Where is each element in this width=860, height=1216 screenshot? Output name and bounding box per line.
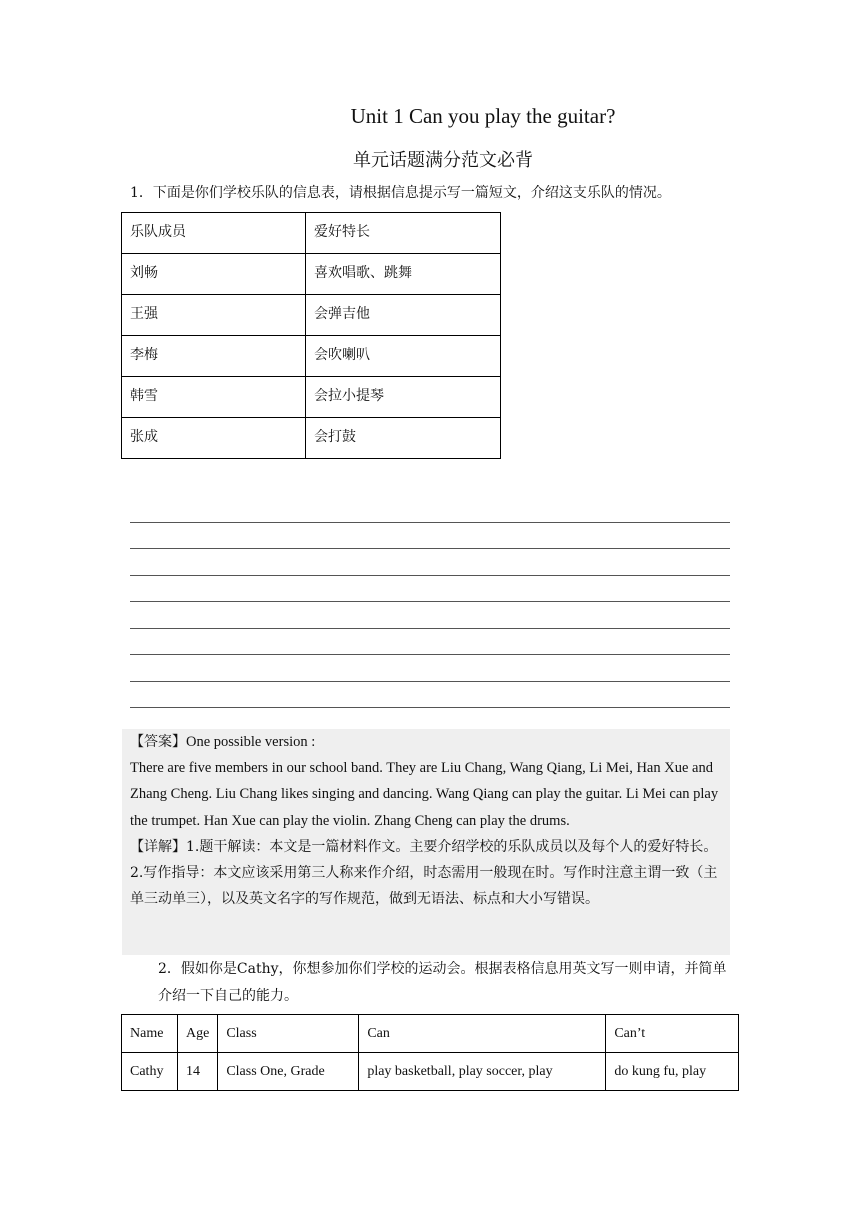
table-cell: 乐队成员 <box>122 213 306 254</box>
table-header-cell: Class <box>218 1015 359 1053</box>
table-cell: Cathy <box>122 1053 178 1091</box>
answer-body: There are five members in our school band. They are Liu Chang, Wang Qiang, Li Mei, Han Xue and Zhang Cheng. Liu Chang likes singing and dancing. Wang Qiang can play the guitar. Li Mei can play the trumpet. Han Xue can play the violin. Zhang Cheng can play the drums. <box>130 760 719 829</box>
table-row <box>122 1015 739 1053</box>
table-cell: 会打鼓 <box>306 418 501 459</box>
writing-line <box>130 576 730 603</box>
table-row <box>122 213 501 254</box>
table-cell: 张成 <box>122 418 306 459</box>
table-cell: 喜欢唱歌、跳舞 <box>306 254 501 295</box>
band-info-table <box>121 212 501 459</box>
table-cell: 会弹吉他 <box>306 295 501 336</box>
detail-1: 1.题干解读：本文是一篇材料作文。主要介绍学校的乐队成员以及每个人的爱好特长。 <box>186 838 718 855</box>
table-row <box>122 336 501 377</box>
writing-line <box>130 629 730 656</box>
writing-line <box>130 496 730 523</box>
table-row <box>122 418 501 459</box>
writing-line <box>130 682 730 709</box>
table-cell: 会拉小提琴 <box>306 377 501 418</box>
answer-version: One possible version : <box>186 734 316 750</box>
writing-line <box>130 549 730 576</box>
table-cell: 韩雪 <box>122 377 306 418</box>
question-2-prompt <box>130 956 730 1010</box>
answer-label: 【答案】 <box>130 734 186 750</box>
table-cell: do kung fu, play <box>606 1053 739 1091</box>
table-row <box>122 295 501 336</box>
table-row <box>122 254 501 295</box>
writing-line <box>130 523 730 550</box>
application-info-table <box>121 1014 739 1091</box>
table-header-cell: Age <box>178 1015 218 1053</box>
question-2-text: 2．假如你是Cathy，你想参加你们学校的运动会。根据表格信息用英文写一则申请，并简单介绍一下自己的能力。 <box>158 961 727 1004</box>
table-cell: 王强 <box>122 295 306 336</box>
section-title: 单元话题满分范文必背 <box>353 150 533 171</box>
writing-line <box>130 602 730 629</box>
table-header-cell: Can’t <box>606 1015 739 1053</box>
detail-label: 【详解】 <box>130 838 186 855</box>
table-cell: 会吹喇叭 <box>306 336 501 377</box>
table-cell: 李梅 <box>122 336 306 377</box>
table-header-cell: Name <box>122 1015 178 1053</box>
writing-line <box>130 655 730 682</box>
table-cell: play basketball, play soccer, play <box>359 1053 606 1091</box>
answer-block <box>130 729 730 912</box>
table-row <box>122 1053 739 1091</box>
writing-lines <box>130 496 730 735</box>
table-cell: 刘畅 <box>122 254 306 295</box>
table-cell: 爱好特长 <box>306 213 501 254</box>
detail-2: 2.写作指导：本文应该采用第三人称来作介绍，时态需用一般现在时。写作时注意主谓一致（主单三动单三），以及英文名字的写作规范，做到无语法、标点和大小写错误。 <box>130 865 718 908</box>
unit-title: Unit 1 Can you play the guitar? <box>350 104 616 128</box>
table-header-cell: Can <box>359 1015 606 1053</box>
table-cell: 14 <box>178 1053 218 1091</box>
table-cell: Class One, Grade <box>218 1053 359 1091</box>
table-row <box>122 377 501 418</box>
question-1-prompt: 1．下面是你们学校乐队的信息表，请根据信息提示写一篇短文，介绍这支乐队的情况。 <box>130 185 671 201</box>
